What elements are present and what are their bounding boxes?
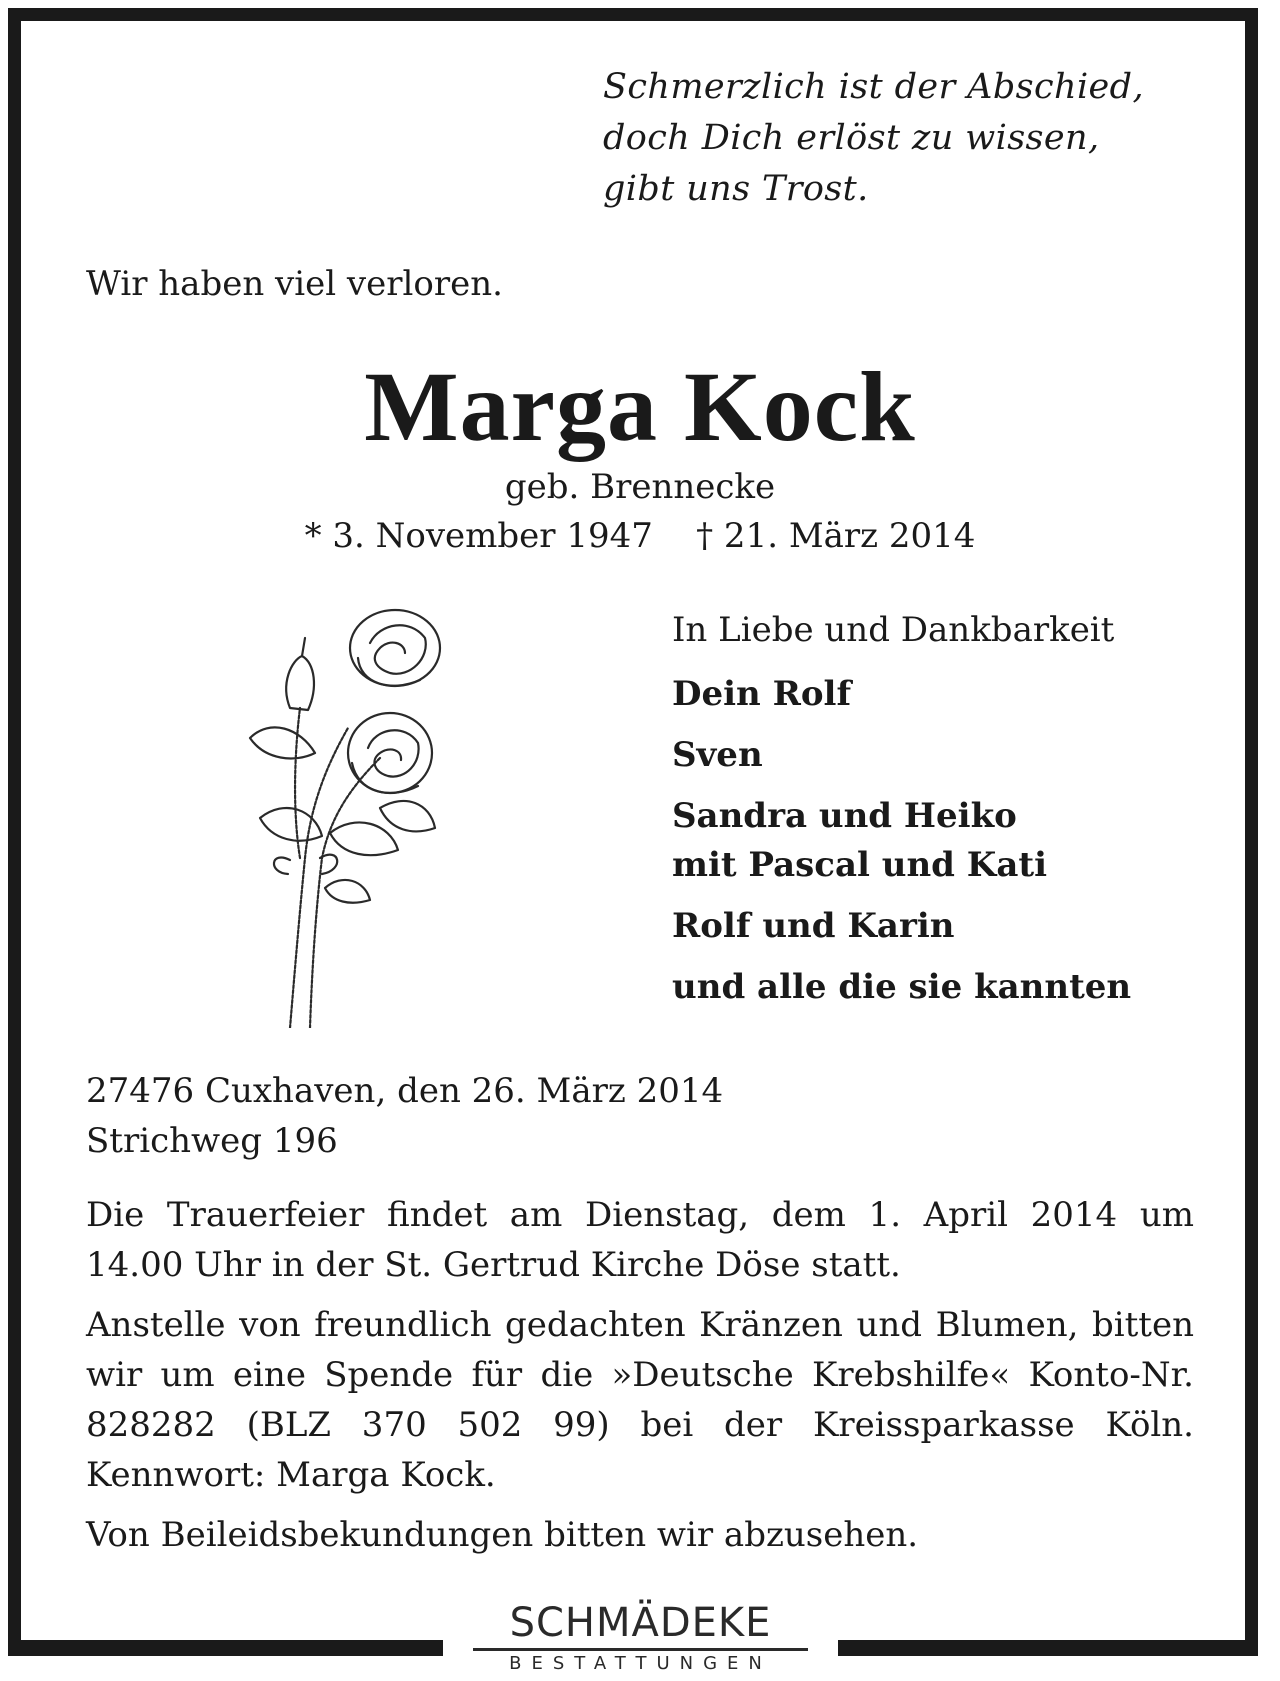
logo-rule: [473, 1648, 808, 1651]
condolence-paragraph: Von Beileidsbekundungen bitten wir abzusehen.: [86, 1515, 919, 1555]
mourner-line: Dein Rolf: [672, 674, 852, 714]
maiden-name: geb. Brennecke: [504, 467, 776, 507]
mourner-line: und alle die sie kannten: [672, 967, 1132, 1007]
bottom-rule-right: [838, 1640, 1258, 1656]
street-line: Strichweg 196: [86, 1121, 338, 1161]
deceased-name: Marga Kock: [364, 351, 916, 462]
notice-body: [86, 1190, 1194, 1570]
logo-tagline: BESTATTUNGEN: [509, 1653, 772, 1674]
mourners-block: [672, 608, 1232, 1024]
address-block: [86, 1066, 723, 1166]
mourner-line: Sven: [672, 735, 763, 775]
intro-line: Wir haben viel verloren.: [86, 264, 503, 304]
funeral-home-logo: [443, 1600, 838, 1675]
logo-brand: SCHMÄDEKE: [509, 1600, 772, 1646]
mourner-line: Rolf und Karin: [672, 906, 955, 946]
place-date-line: 27476 Cuxhaven, den 26. März 2014: [86, 1071, 724, 1111]
opening-quote: Schmerzlich ist der Abschied, doch Dich erlöst zu wissen, gibt uns Trost.: [603, 67, 1144, 209]
rose-icon: [230, 588, 470, 1028]
mourner-line: Sandra und Heiko: [672, 796, 1017, 836]
funeral-paragraph: Die Trauerfeier findet am Dienstag, dem 1. April 2014 um 14.00 Uhr in der St. Gertrud Kirche Döse statt.: [86, 1195, 1194, 1285]
donation-paragraph: Anstelle von freundlich gedachten Kränzen und Blumen, bitten wir um eine Spende für die »Deutsche Krebshilfe« Konto-Nr. 828282 (BLZ 370 502 99) bei der Kreissparkasse Köln. Kennwort: Marga Kock.: [86, 1305, 1194, 1495]
bottom-rule-left: [8, 1640, 443, 1656]
life-dates: * 3. November 1947 † 21. März 2014: [304, 516, 976, 556]
mourners-lead: In Liebe und Dankbarkeit: [672, 610, 1115, 650]
mourner-line: mit Pascal und Kati: [672, 845, 1047, 885]
